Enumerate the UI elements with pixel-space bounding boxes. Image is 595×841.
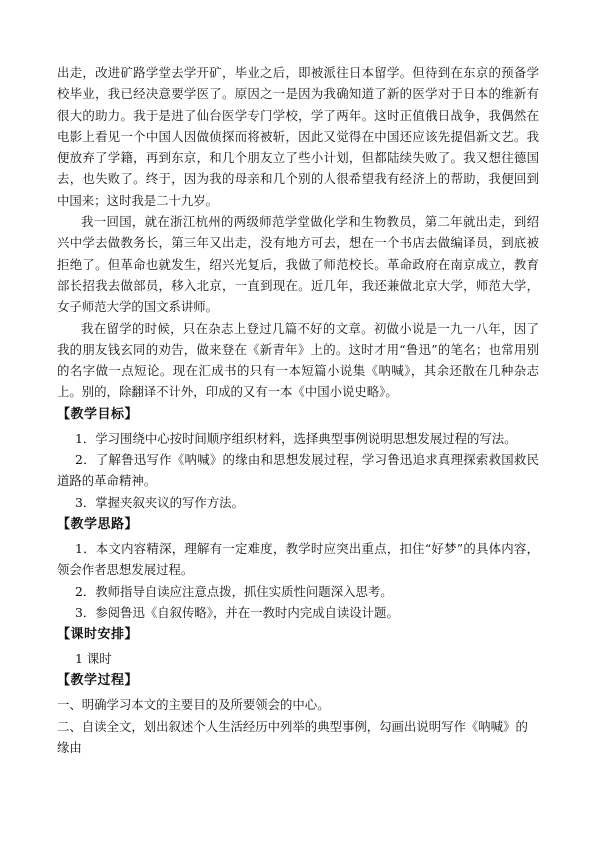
approach-item-2: 2．教师指导自读应注意点拨，抓住实质性问题深入思考。 <box>75 583 393 599</box>
approach-item-3: 3．参阅鲁迅《自叙传略》，并在一教时内完成自读设计题。 <box>75 604 399 620</box>
process-line-2: 二、自读全文，划出叙述个人生活经历中列举的典型事例，勾画出说明写作《呐喊》的缘由 <box>57 718 528 756</box>
teaching-goals-heading: 【教学目标】 <box>57 406 139 422</box>
class-schedule-heading: 【课时安排】 <box>57 627 139 643</box>
schedule-item-1: 1 课时 <box>75 651 112 667</box>
approach-item-1: 1．本文内容精深，理解有一定难度，教学时应突出重点，扣住“好梦”的具体内容，领会作者思想发展过程。 <box>57 540 539 578</box>
process-line-1: 一、明确学习本文的主要目的及所要领会的中心。 <box>57 697 330 713</box>
intro-paragraph-1: 出走，改进矿路学堂去学开矿，毕业之后，即被派往日本留学。但待到在东京的预备学校毕业，我已经决意要学医了。原因之一是因为我确知道了新的医学对于日本的维新有很大的助力。我于是进了仙台医学专门学校，学了两年。这时正值俄日战争，我偶然在电影上看见一个中国人因做侦探而将被斩，因此又觉得在中国还应该先提倡新文艺。我便放弃了学籍，再到东京，和几个朋友立了些小计划，但都陆续失败了。我又想往德国去，也失败了。终于，因为我的母亲和几个别的人很希望我有经济上的帮助，我便回到中国来；这时我是二十九岁。 <box>57 65 539 208</box>
goal-item-3: 3．掌握夹叙夹议的写作方法。 <box>75 494 244 510</box>
goal-item-2: 2．了解鲁迅写作《呐喊》的缘由和思想发展过程，学习鲁迅追求真理探索救国救民道路的革命精神。 <box>57 452 539 489</box>
goal-item-1: 1．学习围绕中心按时间顺序组织材料，选择典型事例说明思想发展过程的写法。 <box>75 430 517 446</box>
intro-paragraph-3: 我在留学的时候，只在杂志上登过几篇不好的文章。初做小说是一九一八年，因了我的朋友钱玄同的劝告，做来登在《新青年》上的。这时才用“鲁迅”的笔名；也常用别的名字做一点短论。现在汇成书的只有一本短篇小说集《呐喊》，其余还散在几种杂志上。别的，除翻译不计外，印成的又有一本《中国小说史略》。 <box>57 320 539 400</box>
teaching-process-heading: 【教学过程】 <box>57 673 139 689</box>
intro-paragraph-2: 我一回国，就在浙江杭州的两级师范学堂做化学和生物教员，第二年就出走，到绍兴中学去做教务长，第三年又出走，没有地方可去，想在一个书店去做编译员，到底被拒绝了。但革命也就发生，绍兴光复后，我做了师范校长。革命政府在南京成立，教育部长招我去做部员，移入北京，一直到现在。近几年，我还兼做北京大学，师范大学，女子师范大学的国文系讲师。 <box>57 214 539 315</box>
teaching-approach-heading: 【教学思路】 <box>57 516 139 532</box>
